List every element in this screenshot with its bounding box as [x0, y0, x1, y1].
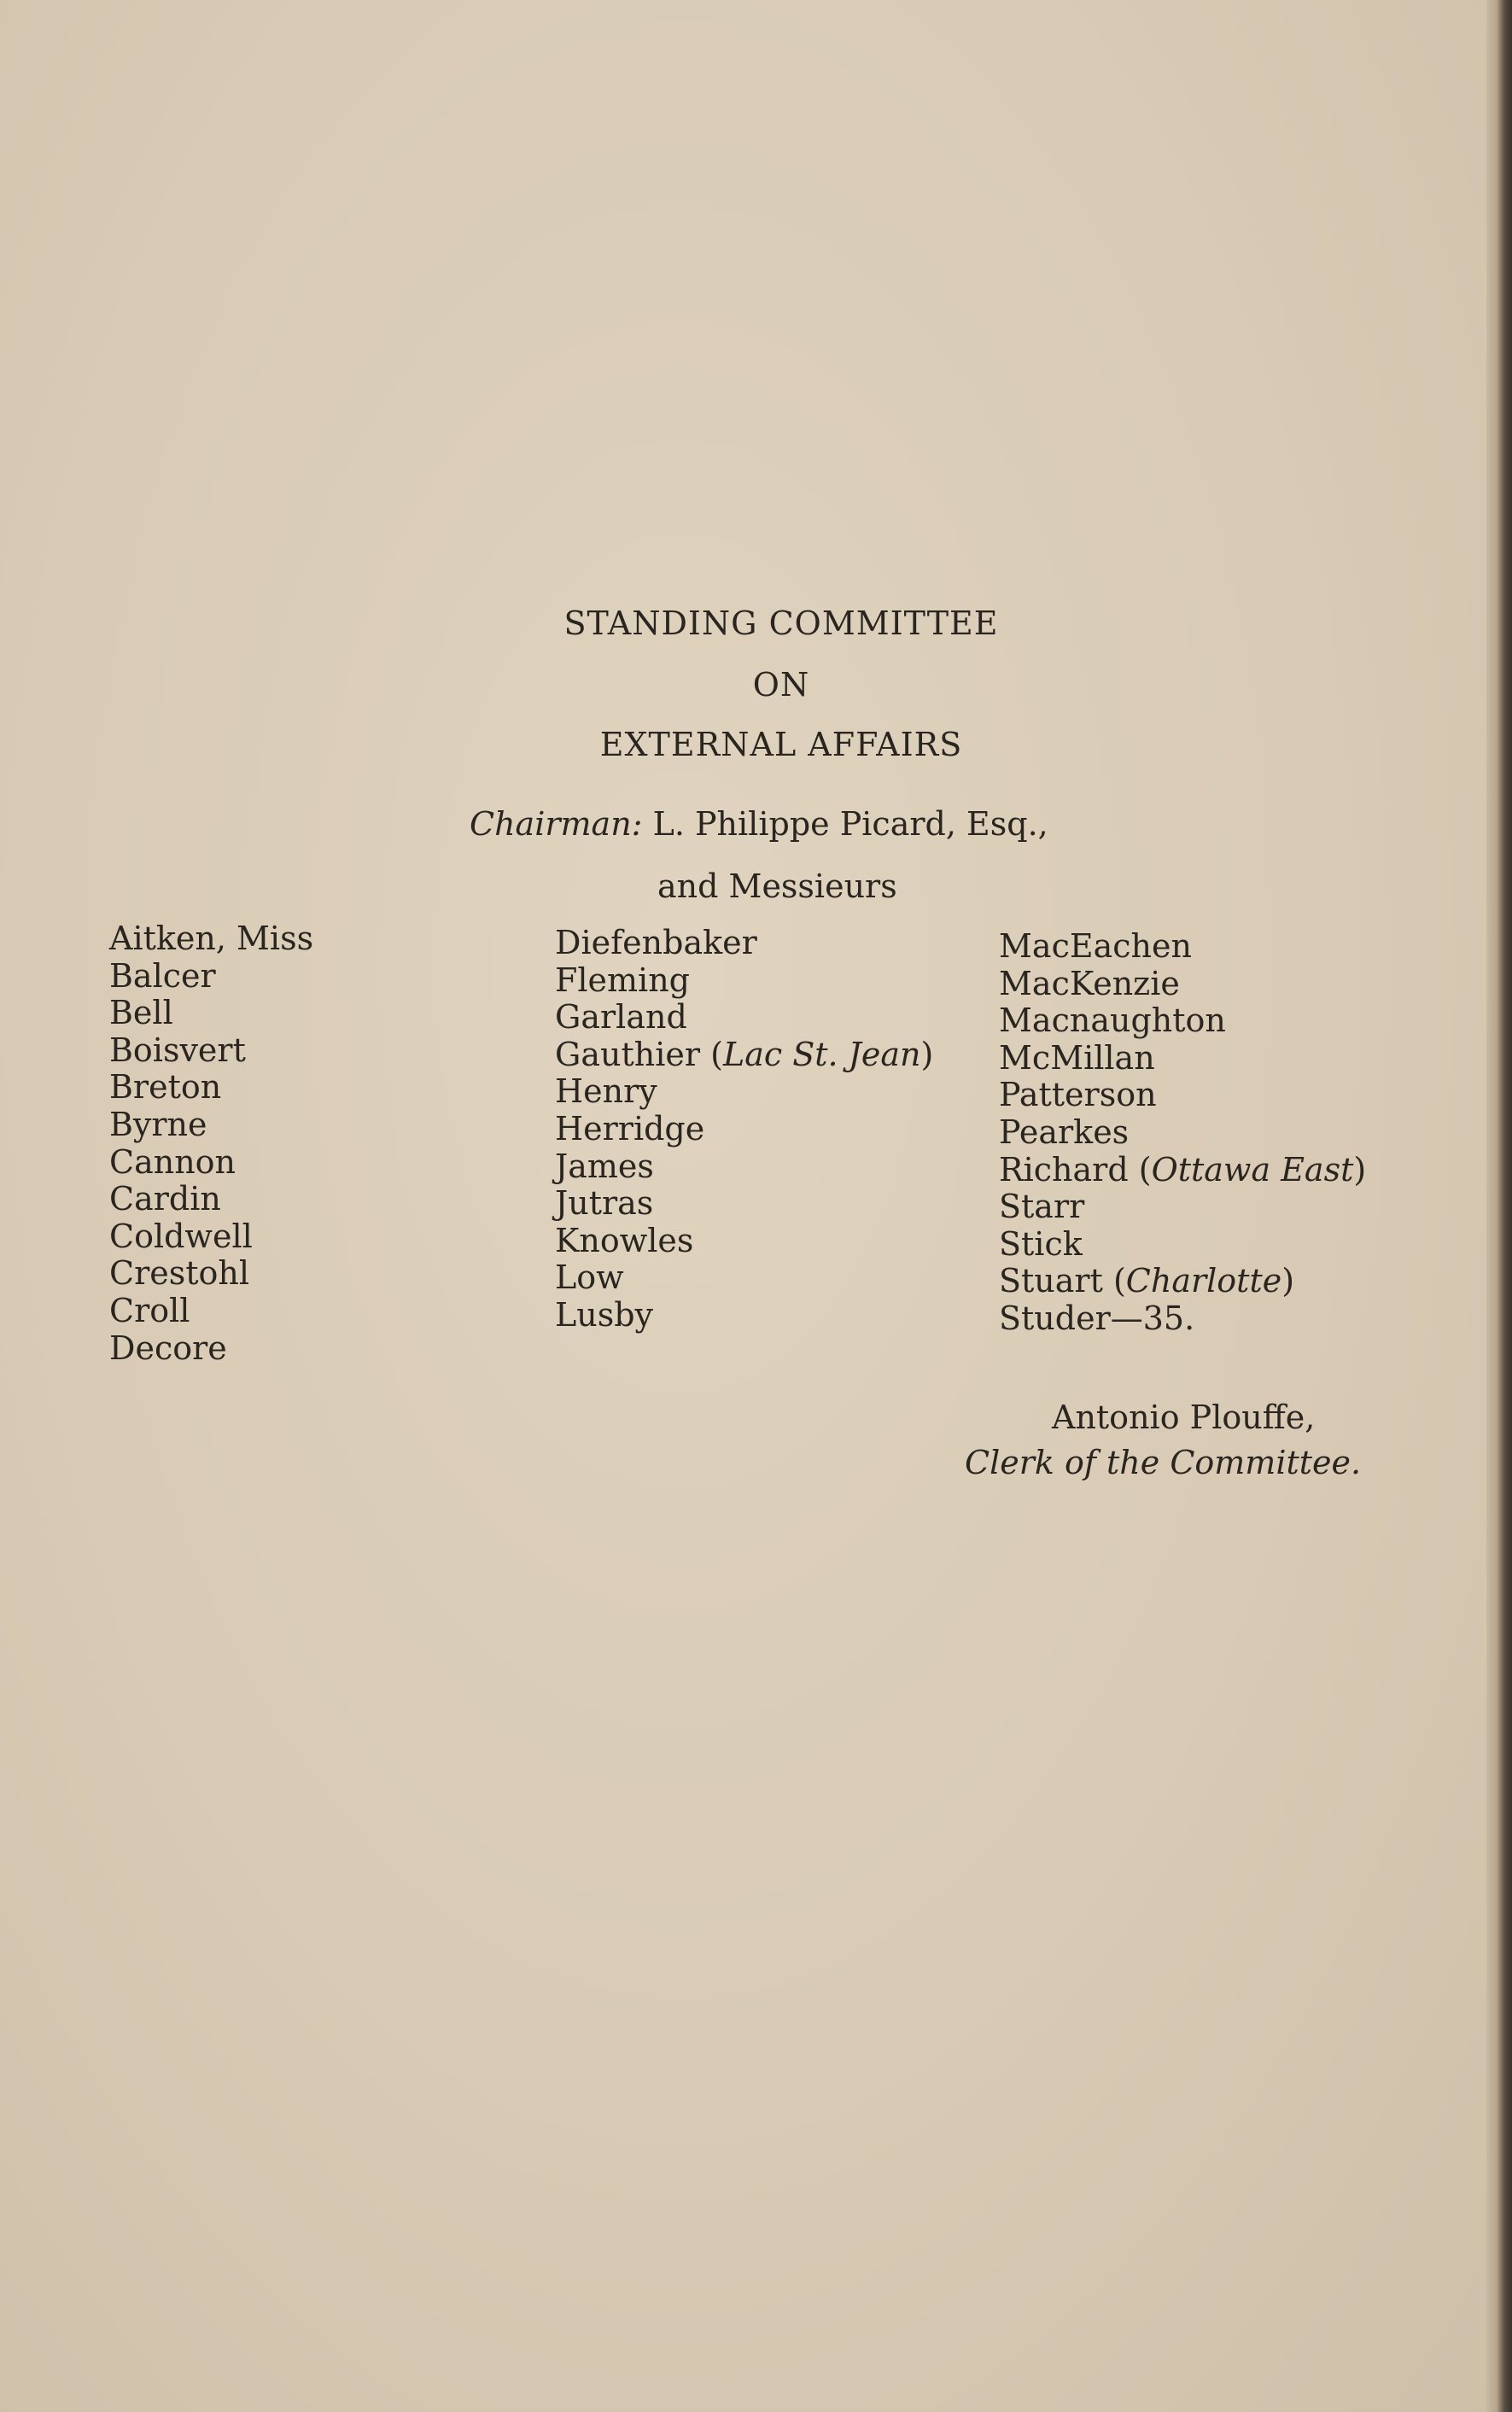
member-name: Stick	[999, 1224, 1083, 1263]
clerk-title: Clerk of the Committee.	[965, 1444, 1362, 1481]
and-messieurs: and Messieurs	[657, 867, 897, 905]
member-name: Cardin	[109, 1180, 221, 1218]
clerk-name: Antonio Plouffe,	[1052, 1399, 1316, 1436]
member-entry-with-riding	[555, 1037, 933, 1074]
member-name: Low	[555, 1259, 624, 1297]
member-name: MacEachen	[999, 927, 1192, 965]
member-name: Studer—35.	[999, 1299, 1195, 1337]
members-column-2	[555, 925, 933, 1334]
member-riding-close: )	[1353, 1150, 1367, 1188]
member-name: Henry	[555, 1072, 657, 1111]
member-riding: Ottawa East	[1151, 1150, 1354, 1188]
member-name: Pearkes	[999, 1113, 1130, 1151]
member-name: James	[555, 1147, 654, 1185]
member-riding: Lac St. Jean	[722, 1035, 921, 1073]
member-name: Balcer	[109, 956, 216, 995]
members-column-3	[999, 928, 1366, 1338]
member-name: Breton	[109, 1068, 222, 1107]
member-name: Richard (	[999, 1150, 1152, 1188]
member-name: Crestohl	[109, 1254, 250, 1293]
member-riding-close: )	[1281, 1262, 1295, 1300]
member-name: Bell	[109, 994, 173, 1032]
member-name: Herridge	[555, 1109, 705, 1148]
chairman-label: Chairman:	[470, 805, 643, 843]
member-name: Knowles	[555, 1221, 694, 1259]
member-name: Cannon	[109, 1142, 236, 1181]
member-name: Diefenbaker	[555, 924, 757, 961]
member-name: Decore	[109, 1329, 227, 1367]
member-name: McMillan	[999, 1038, 1155, 1077]
member-entry-with-riding	[999, 1152, 1366, 1189]
member-entry-with-riding	[999, 1263, 1366, 1300]
member-name: Stuart (	[999, 1262, 1126, 1300]
member-name: Gauthier (	[555, 1035, 723, 1073]
member-name: Byrne	[109, 1105, 207, 1143]
member-name: Patterson	[999, 1076, 1157, 1114]
member-name: MacKenzie	[999, 964, 1180, 1002]
member-name: Jutras	[555, 1184, 654, 1223]
member-name: Starr	[999, 1188, 1085, 1226]
member-riding: Charlotte	[1125, 1262, 1282, 1300]
member-name: Lusby	[555, 1295, 654, 1334]
page-binding-edge	[1486, 0, 1512, 2412]
member-riding-close: )	[920, 1035, 934, 1073]
committee-heading-line-1: STANDING COMMITTEE	[563, 604, 999, 642]
member-name: Garland	[555, 998, 687, 1037]
member-name: Macnaughton	[999, 1002, 1226, 1040]
committee-heading-line-2: ON	[752, 666, 810, 704]
chairman-line	[470, 805, 1048, 843]
member-name: Aitken, Miss	[109, 920, 314, 957]
member-name: Fleming	[555, 961, 690, 999]
chairman-name: L. Philippe Picard, Esq.,	[652, 805, 1048, 843]
committee-heading-line-3: EXTERNAL AFFAIRS	[599, 726, 963, 763]
members-column-1	[109, 920, 313, 1367]
member-name: Croll	[109, 1291, 190, 1329]
member-name: Coldwell	[109, 1217, 253, 1255]
member-name: Boisvert	[109, 1031, 246, 1069]
